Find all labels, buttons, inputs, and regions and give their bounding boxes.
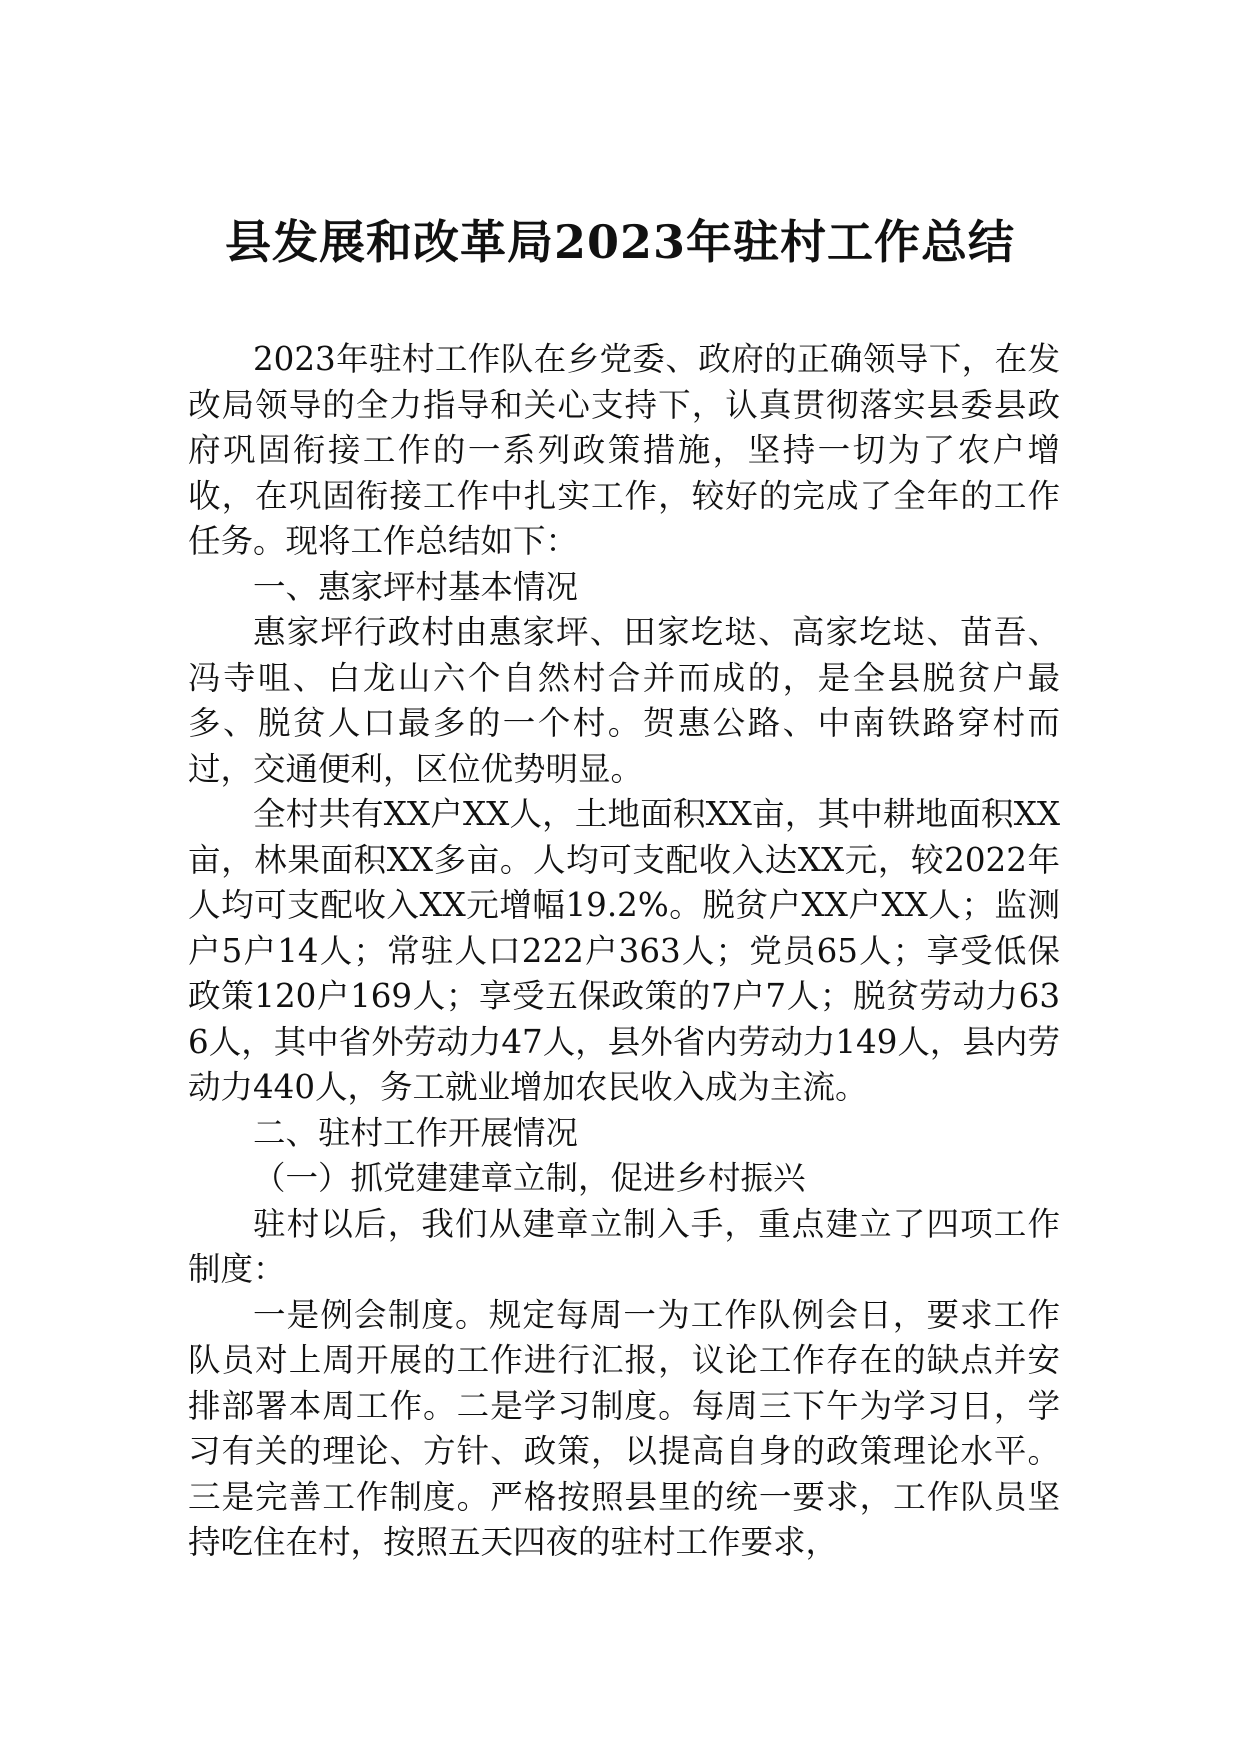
section-heading-2: 二、驻村工作开展情况 xyxy=(253,1113,579,1152)
section-heading-1: 一、惠家坪村基本情况 xyxy=(253,567,579,606)
subsection-heading-1: （一）抓党建建章立制，促进乡村振兴 xyxy=(253,1159,806,1197)
document-body xyxy=(188,337,1060,1566)
paragraph-intro: 2023年驻村工作队在乡党委、政府的正确领导下，在发改局领导的全力指导和关心支持下，认真贯彻落实县委县政府巩固衔接工作的一系列政策措施，坚持一切为了农户增收，在巩固衔接工作中扎实工作，较好的完成了全年的工作任务。现将工作总结如下： xyxy=(188,340,1060,560)
paragraph-systems-intro: 驻村以后，我们从建章立制入手，重点建立了四项工作制度： xyxy=(188,1204,1060,1288)
paragraph-village-statistics: 全村共有XX户XX人，土地面积XX亩，其中耕地面积XX亩，林果面积XX多亩。人均可支配收入达XX元，较2022年人均可支配收入XX元增幅19.2%。脱贫户XX户XX人；监测户5户14人；常驻人口222户363人；党员65人；享受低保政策120户169人；享受五保政策的7户7人；脱贫劳动力636人，其中省外劳动力47人，县外省内劳动力149人，县内劳动力440人，务工就业增加农民收入成为主流。 xyxy=(188,795,1060,1106)
paragraph-village-overview: 惠家坪行政村由惠家坪、田家圪垯、高家圪垯、苗吾、冯寺咀、白龙山六个自然村合并而成的，是全县脱贫户最多、脱贫人口最多的一个村。贺惠公路、中南铁路穿村而过，交通便利，区位优势明显。 xyxy=(188,613,1060,788)
document-title: 县发展和改革局2023年驻村工作总结 xyxy=(224,215,1016,269)
paragraph-systems-detail: 一是例会制度。规定每周一为工作队例会日，要求工作队员对上周开展的工作进行汇报，议论工作存在的缺点并安排部署本周工作。二是学习制度。每周三下午为学习日，学习有关的理论、方针、政策，以提高自身的政策理论水平。三是完善工作制度。严格按照县里的统一要求，工作队员坚持吃住在村，按照五天四夜的驻村工作要求， xyxy=(188,1295,1060,1561)
